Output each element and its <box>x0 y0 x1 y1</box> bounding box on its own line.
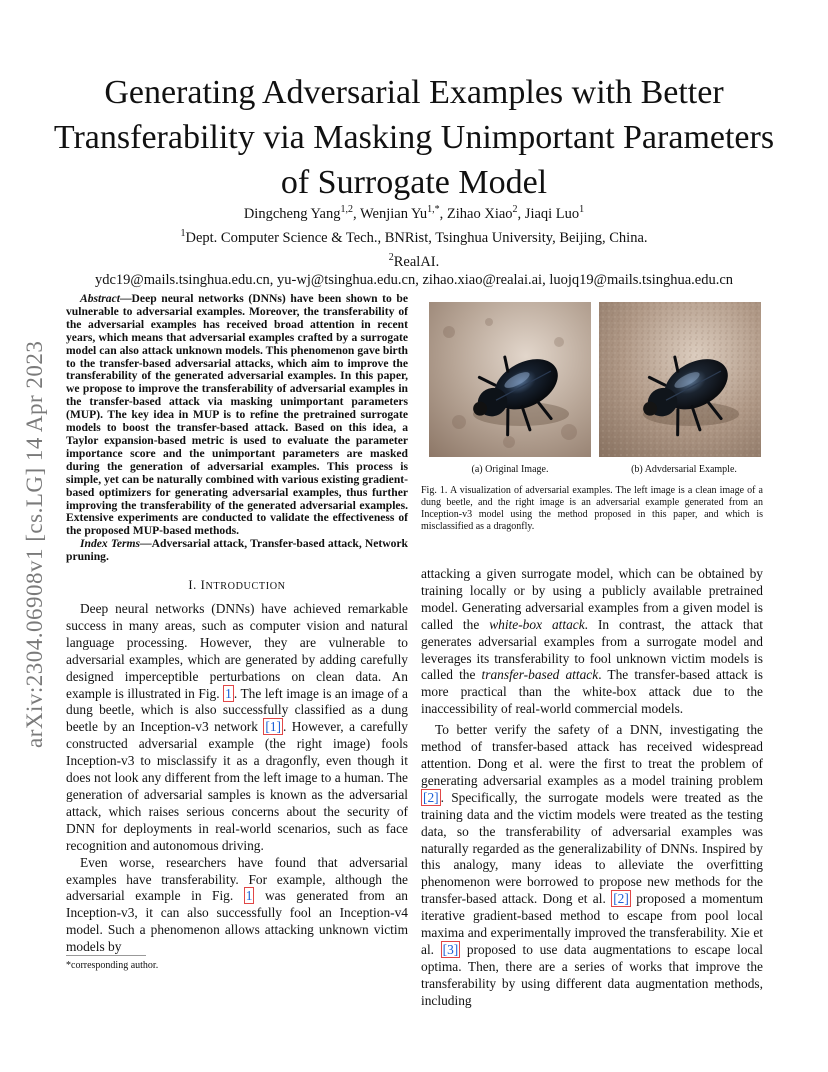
subcaption-original: (a) Original Image. <box>471 464 549 475</box>
author-emails: ydc19@mails.tsinghua.edu.cn, yu-wj@tsinghua.edu.cn, zihao.xiao@realai.ai, luojq19@mails.tsinghua.edu.cn <box>94 272 734 289</box>
beetle-photo-original <box>429 302 591 457</box>
figure-reference-link[interactable]: 1 <box>245 888 253 904</box>
abstract-text: —Deep neural networks (DNNs) have been shown to be vulnerable to adversarial examples. Moreover, the transferability of the adversarial examples has received broad attention in recent years, which means that adversarial examples crafted by a surrogate model can also attack unknown models. This phenomenon gave birth to the transfer-based adversarial attacks, which aim to improve the transferability of the generated adversarial examples. In this paper, we propose to improve the transferability of adversarial examples in the transfer-based attack via masking unimportant parameters (MUP). The key idea in MUP is to refine the pretrained surrogate models to boost the transfer-based attack. Based on this idea, a Taylor expansion-based metric is used to evaluate the parameter importance score and the unimportant parameters are masked during the generation of adversarial examples. This process is simple, yet can be naturally combined with various existing gradient-based optimizers for generating adversarial examples, thus further improving the transferability of the generated adversarial examples. Extensive experiments are conducted to validate the effectiveness of the proposed MUP-based methods. <box>66 292 408 538</box>
title-line: Generating Adversarial Examples with Better <box>104 74 724 111</box>
intro-paragraph-3 <box>421 722 763 1009</box>
citation-link[interactable]: [3] <box>442 941 459 957</box>
footnote-divider <box>66 955 146 956</box>
paragraph-text: attacking a given surrogate model, which can be obtained by training locally or by using a publicly available pretrained model. Generating adversarial examples from a given model is called the <box>421 566 763 632</box>
section-title-rest: NTRODUCTION <box>205 581 286 593</box>
index-terms-text: —Adversarial attack, Transfer-based attack, Network pruning. <box>66 537 408 564</box>
paragraph-text: To better verify the safety of a DNN, investigating the method of transfer-based attack has received widespread attention. Dong et al. were the first to treat the problem of generating adversarial examples as a model training problem <box>421 722 763 788</box>
affiliation-2 <box>40 248 788 272</box>
paragraph-text: Deep neural networks (DNNs) have achieved remarkable success in many areas, such as computer vision and natural language processing. However, they are vulnerable to adversarial examples, which are generated by adding carefully designed imperceptible perturbations on clean data. An example is illustrated in Fig. <box>66 601 408 701</box>
paragraph-text: . The transfer-based attack is more practical than the white-box attack due to the inaccessibility of real-world commercial models. <box>421 667 763 717</box>
paragraph-text: . However, a carefully constructed adversarial example (the right image) fools Inception-v3 to misclassify it as a dragonfly, even though it does not look any different from the left image to a human. The generation of adversarial samples is known as the adversarial attack, which raises serious concerns about the security of DNN for deployments in real-world scenarios, such as face recognition and autonomous driving. <box>66 719 409 853</box>
citation-link[interactable]: [2] <box>423 789 439 805</box>
arxiv-identifier: arXiv:2304.06908v1 [cs.LG] 14 Apr 2023 <box>22 340 47 748</box>
section-title-initial: I <box>200 578 206 593</box>
paragraph-text: proposed to use data augmentations to escape local optima. Then, there are a series of works that improve the transferability by using different data augmentation methods, including <box>421 941 763 1008</box>
adversarial-beetle-image <box>599 302 761 457</box>
index-terms-label: Index Terms <box>80 537 141 551</box>
author-names: Dingcheng Yang$^{1,2}$, Wenjian $Yu^{1,*}$, Zihao Xiao$^2$, Jiaqi Luo$^1$ <box>243 204 585 222</box>
affiliation-mark: 2 <box>388 251 394 263</box>
paragraph-text: proposed a momentum iterative gradient-based method to escape from pool local maxima and experimentally improved the transferability. Xie et al. <box>421 891 763 957</box>
affiliation-text: Dept. Computer Science & Tech., BNRist, Tsinghua University, Beijing, China. <box>185 229 648 246</box>
author-name: Jiaqi Luo <box>524 205 580 222</box>
title-line: Transferability via Masking Unimportant Parameters <box>53 119 775 156</box>
term-transfer-based-attack: transfer-based attack <box>481 667 599 683</box>
term-white-box-attack: white-box attack <box>489 616 585 632</box>
index-terms <box>66 538 408 564</box>
figure-caption: Fig. 1. A visualization of adversarial examples. The left image is a clean image of a dung beetle, and the right image is an adversarial example generated from an Inception-v3 model using the method proposed in this paper, and which is misclassified as a dragonfly. <box>421 485 763 532</box>
paragraph-text: . Specifically, the surrogate models were treated as the training data and the victim models were treated as the testing data, so the transferability of adversarial examples was naturally regarded as the generalizability of DNNs. Inspired by this analogy, many ideas to alleviate the overfitting phenomenon were borrowed to propose new methods for the transfer-based attack. Dong et al. <box>421 789 763 907</box>
section-number: I. <box>188 578 201 593</box>
abstract-label: Abstract <box>80 292 120 305</box>
beetle-photo-adversarial <box>599 302 761 457</box>
author-affiliation-mark: 1,2 <box>340 204 353 215</box>
author-name: Wenjian Yu <box>360 205 428 222</box>
title-line: of Surrogate Model <box>280 164 548 201</box>
abstract <box>66 293 408 538</box>
original-beetle-image <box>429 302 591 457</box>
paragraph-text: Even worse, researchers have found that adversarial examples have transferability. For example, although the adversarial example in Fig. <box>66 854 408 904</box>
subcaption-adversarial: (b) Advdersarial Example. <box>631 464 737 475</box>
left-column <box>66 293 408 956</box>
author-affiliation-mark: 1 <box>579 204 585 215</box>
author-name: Dingcheng Yang <box>243 205 341 222</box>
paragraph-text: . In contrast, the attack that generates adversarial examples from a surrogate model and leverages its transferability to fool unknown victim models is called the <box>421 616 763 683</box>
affiliation-mark: 1 <box>180 227 186 239</box>
paragraph-text: was generated from an Inception-v3, it can also successfully fool an Inception-v4 model. Such a phenomenon allows attacking unknown victim models by <box>66 888 408 955</box>
citation-link[interactable]: [2] <box>613 891 629 907</box>
citation-link[interactable]: [1] <box>265 719 281 735</box>
intro-paragraph-1 <box>66 601 408 855</box>
affiliation-1 <box>40 224 788 248</box>
intro-paragraph-continued <box>421 566 763 718</box>
affiliation-text: RealAI. <box>393 253 440 270</box>
author-name: Zihao Xiao <box>446 205 513 222</box>
author-affiliation-mark: 2 <box>512 204 518 215</box>
author-block <box>40 200 788 290</box>
author-affiliation-mark: 1,* <box>427 204 440 215</box>
right-column <box>421 566 763 1010</box>
section-heading-introduction <box>66 578 408 593</box>
paper-title <box>40 70 788 205</box>
intro-paragraph-2 <box>66 855 408 956</box>
paragraph-text: . The left image is an image of a dung beetle, which is also successfully classified as a dung beetle by an Inception-v3 network <box>66 685 408 735</box>
figure-reference-link[interactable]: 1 <box>225 685 232 701</box>
footnote: *corresponding author. <box>66 960 159 971</box>
